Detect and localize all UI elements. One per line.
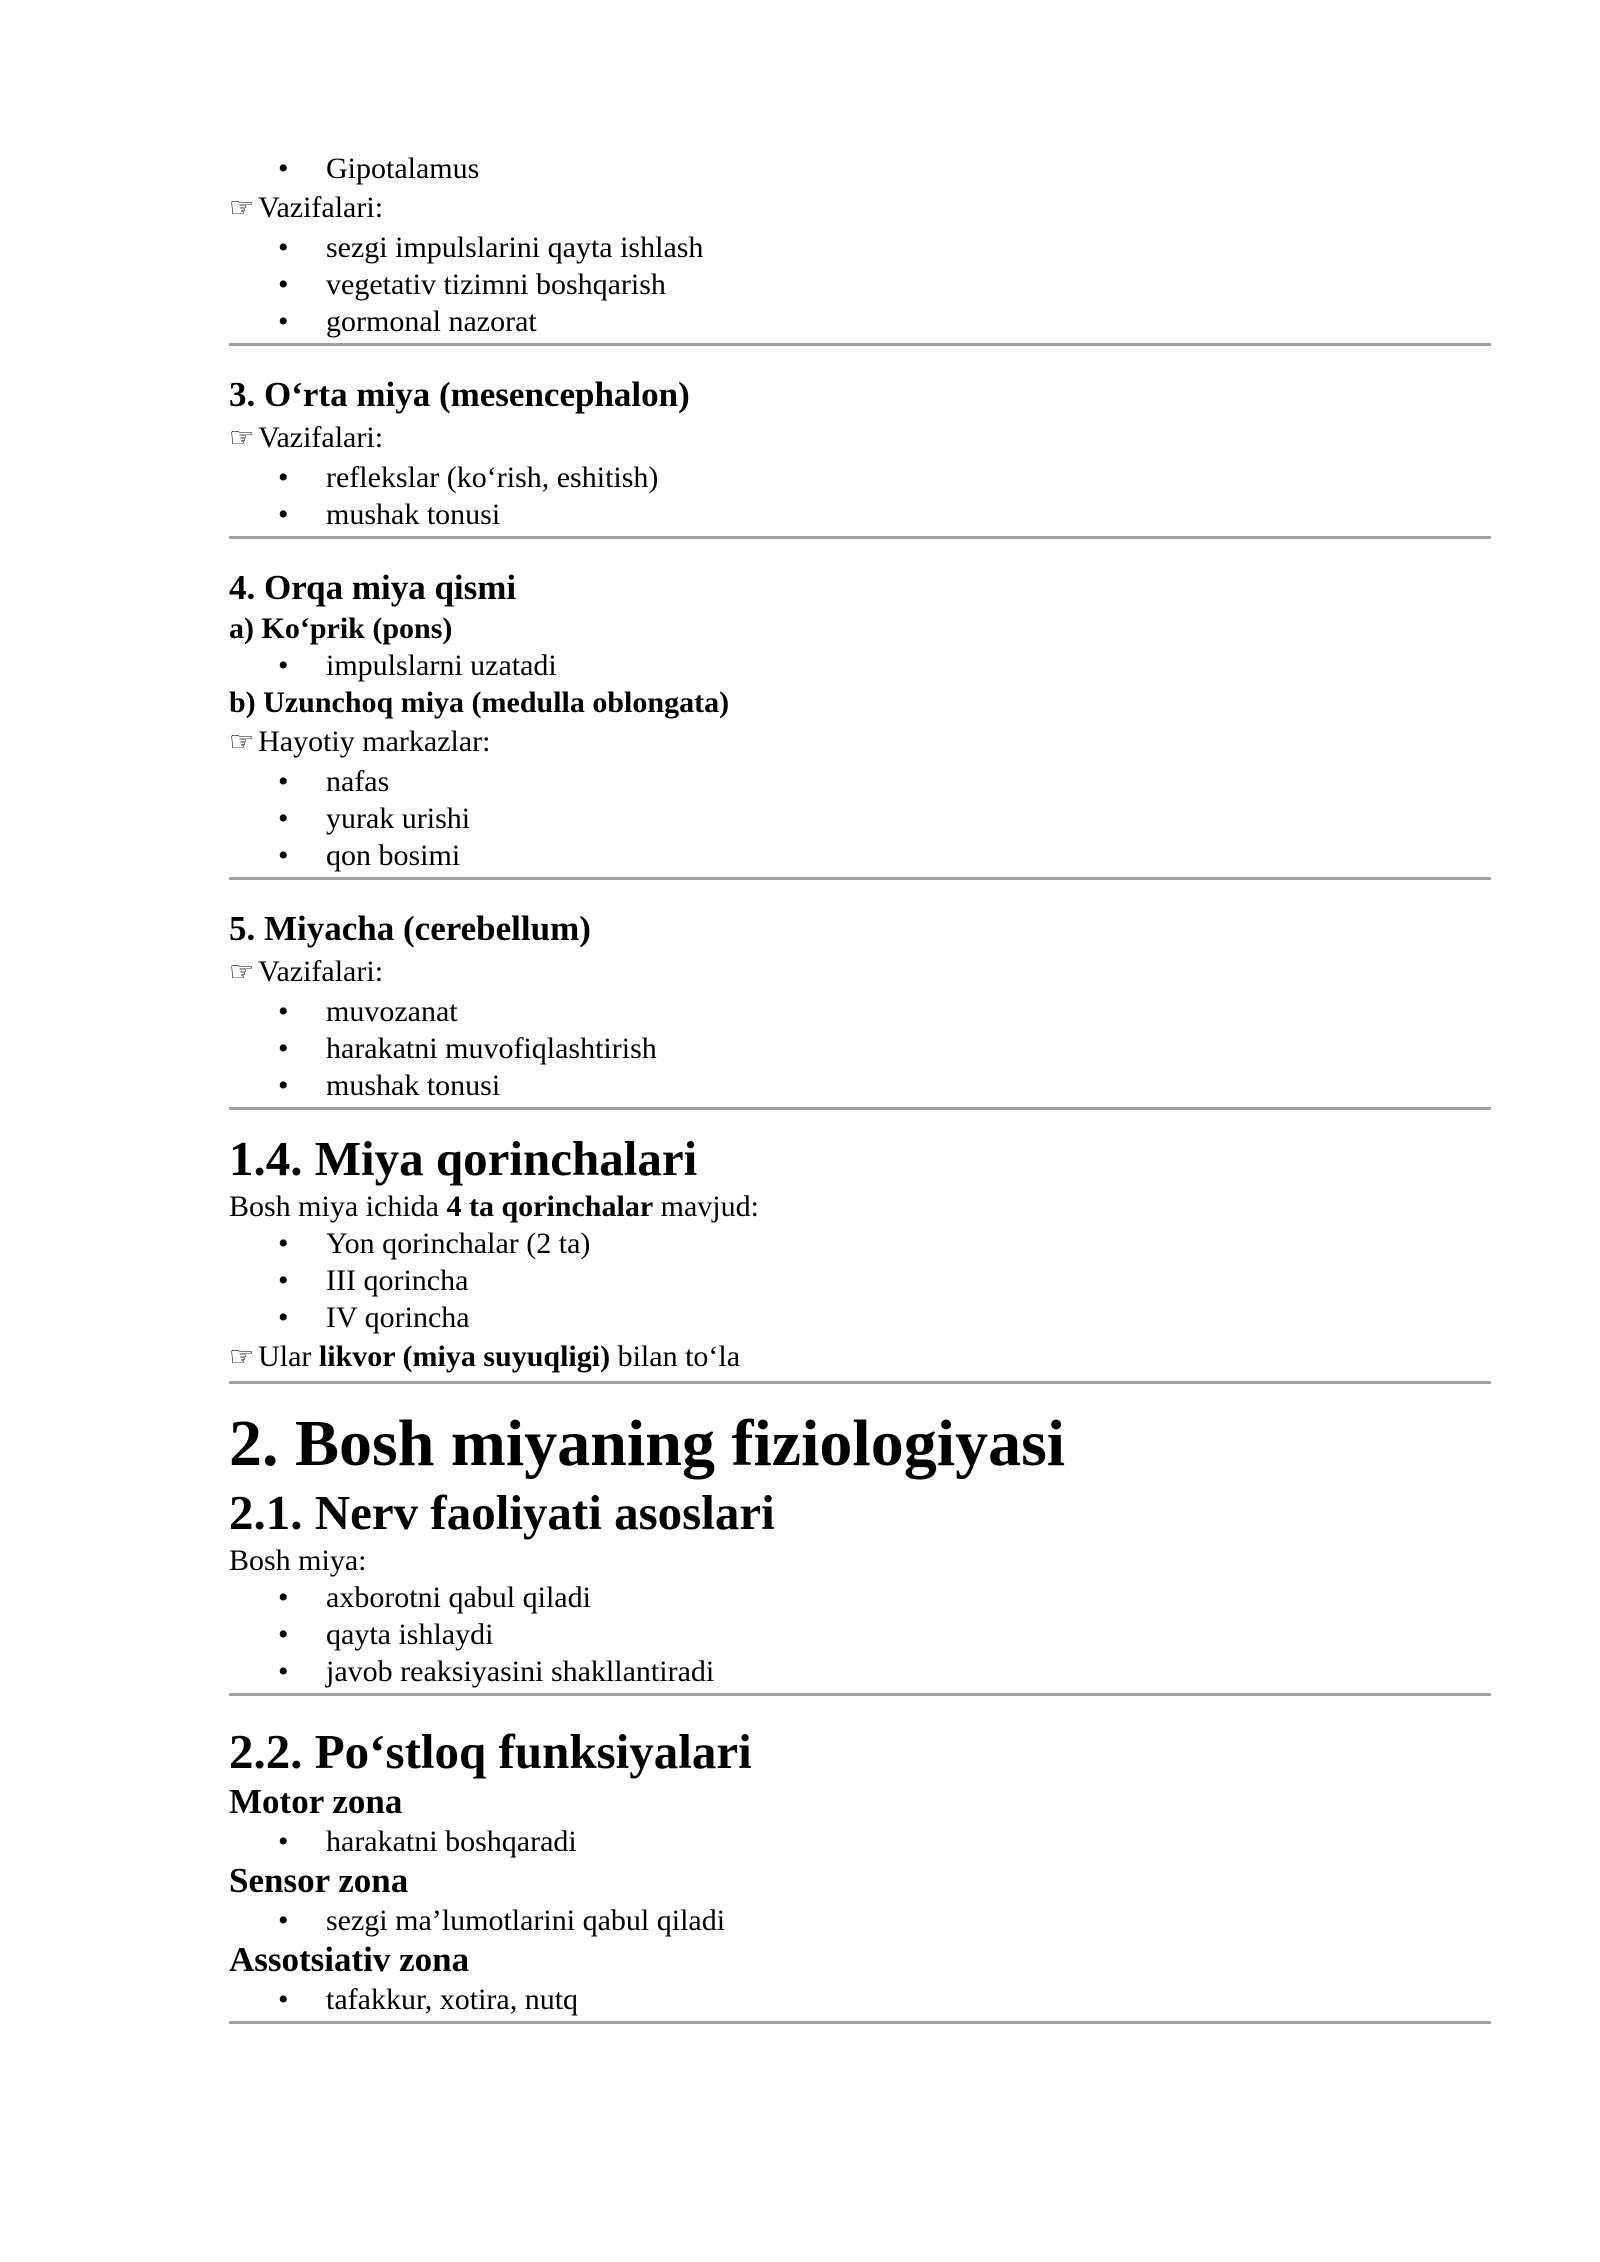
section-heading-hindbrain: 4. Orqa miya qismi [229,568,517,607]
chapter-heading-physiology: 2. Bosh miyaning fiziologiyasi [229,1407,1066,1480]
vital-centers-list [229,763,1491,874]
subheading-sensor-zone: Sensor zona [229,1861,409,1900]
list-item: • sezgi impulslarini qayta ishlash [229,229,1491,266]
cerebellum-functions-list [229,993,1491,1104]
document-content [229,150,1491,2024]
subheading-association-zone: Assotsiativ zona [229,1940,470,1979]
pointing-hand-icon: ☞ [229,1340,255,1373]
list-item: • harakatni boshqaradi [229,1823,1491,1860]
list-item: • yurak urishi [229,800,1491,837]
section-heading-cerebellum: 5. Miyacha (cerebellum) [229,909,591,948]
functions-label: ☞ Vazifalari: [229,955,384,988]
list-item: • Yon qorinchalar (2 ta) [229,1225,1491,1262]
list-item: • vegetativ tizimni boshqarish [229,266,1491,303]
hypothalamus-functions-list [229,229,1491,340]
list-item: • axborotni qabul qiladi [229,1579,1491,1616]
list-item: • muvozanat [229,993,1491,1030]
sensor-zone-list [229,1902,1491,1939]
pointing-hand-icon: ☞ [229,191,255,224]
list-item: • IV qorincha [229,1299,1491,1336]
pointing-hand-icon: ☞ [229,955,255,988]
subheading-medulla: b) Uzunchoq miya (medulla oblongata) [229,686,730,719]
list-item: • qayta ishlaydi [229,1616,1491,1653]
physiology-list [229,1579,1491,1690]
list-item: • mushak tonusi [229,496,1491,533]
hypothalamus-list [229,150,1491,187]
functions-label: ☞ Vazifalari: [229,191,384,224]
subheading-pons: a) Ko‘prik (pons) [229,612,453,645]
pointing-hand-icon: ☞ [229,725,255,758]
ventricles-intro: Bosh miya ichida 4 ta qorinchalar mavjud: [229,1190,759,1223]
divider [229,2021,1491,2024]
list-item: • mushak tonusi [229,1067,1491,1104]
subheading-motor-zone: Motor zona [229,1782,403,1821]
list-item: • tafakkur, xotira, nutq [229,1981,1491,2018]
motor-zone-list [229,1823,1491,1860]
ventricles-note: ☞ Ular likvor (miya suyuqligi) bilan to‘la [229,1340,741,1373]
list-item: • gormonal nazorat [229,303,1491,340]
section-heading-ventricles: 1.4. Miya qorinchalari [229,1131,698,1186]
list-item: • sezgi ma’lumotlarini qabul qiladi [229,1902,1491,1939]
section-heading-nervous-activity: 2.1. Nerv faoliyati asoslari [229,1485,775,1540]
list-item: • impulslarni uzatadi [229,647,1491,684]
list-item: • javob reaksiyasini shakllantiradi [229,1653,1491,1690]
physiology-intro: Bosh miya: [229,1544,367,1577]
list-item: • reflekslar (ko‘rish, eshitish) [229,459,1491,496]
functions-label: ☞ Vazifalari: [229,421,384,454]
section-heading-cortex: 2.2. Po‘stloq funksiyalari [229,1724,752,1779]
association-zone-list [229,1981,1491,2018]
vital-centers-label: ☞ Hayotiy markazlar: [229,725,491,758]
list-item: • nafas [229,763,1491,800]
ventricles-list [229,1225,1491,1336]
section-heading-midbrain: 3. O‘rta miya (mesencephalon) [229,375,690,414]
pointing-hand-icon: ☞ [229,421,255,454]
list-item: • Gipotalamus [229,150,1491,187]
list-item: • III qorincha [229,1262,1491,1299]
list-item: • qon bosimi [229,837,1491,874]
pons-list [229,647,1491,684]
midbrain-functions-list [229,459,1491,533]
list-item: • harakatni muvofiqlashtirish [229,1030,1491,1067]
